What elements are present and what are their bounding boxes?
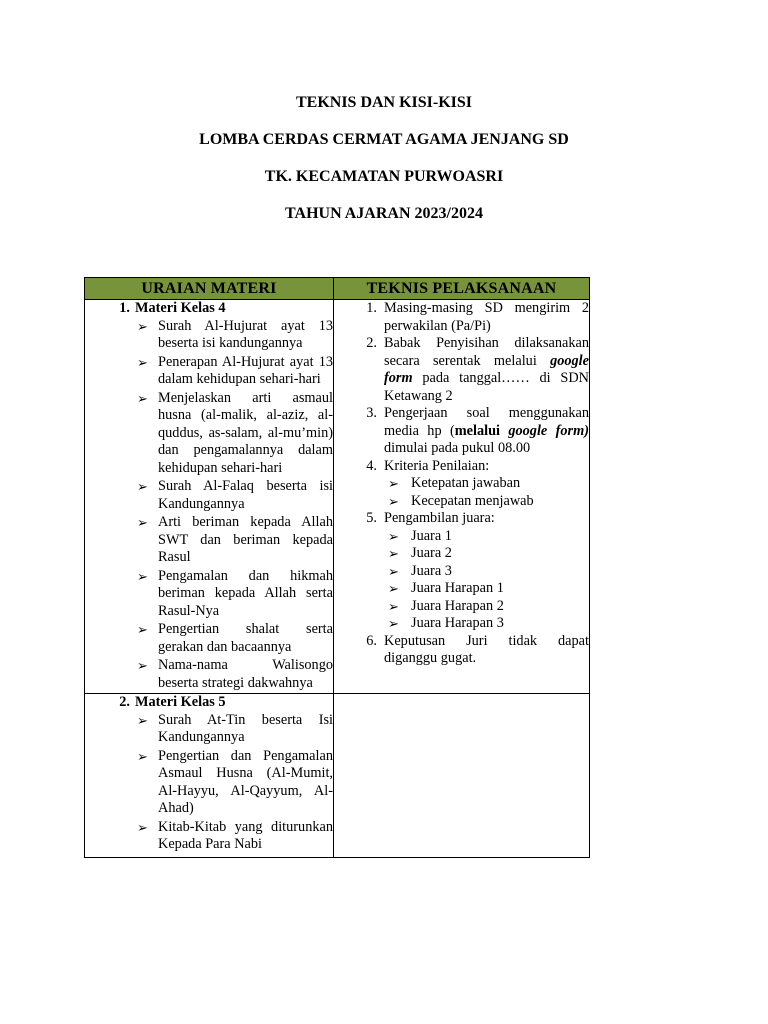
list-item: ➢ Pengertian dan Pengamalan Asmaul Husna (Al-Mumit, Al-Hayyu, Al-Qayyum, Al-Ahad) (137, 747, 333, 816)
materi-kelas4-cell (85, 300, 334, 694)
arrow-bullet-icon: ➢ (137, 318, 148, 334)
juara-list (384, 528, 589, 633)
title-line-4: TAHUN AJARAN 2023/2024 (285, 205, 483, 222)
kelas4-list (85, 318, 333, 693)
section-number: 1. (119, 300, 130, 316)
list-item: ➢ Juara Harapan 3 (388, 615, 504, 631)
list-item: ➢ Surah Al-Hujurat ayat 13 beserta isi kandungannya (137, 317, 333, 351)
teknis-list (334, 300, 589, 668)
arrow-bullet-icon: ➢ (388, 546, 399, 561)
header-uraian-materi: URAIAN MATERI (85, 278, 334, 300)
list-item: ➢ Juara 3 (388, 562, 452, 579)
list-item: ➢ Surah At-Tin beserta Isi Kandungannya (137, 711, 333, 745)
list-item: ➢ Juara 1 (388, 527, 452, 544)
arrow-bullet-icon: ➢ (388, 581, 399, 596)
list-item: ➢ Menjelaskan arti asmaul husna (al-malik, al-aziz, al-quddus, as-salam, al-mu’min) dan pengamalannya dalam kehidupan sehari-hari (137, 389, 333, 476)
document-header (0, 92, 768, 240)
list-item: ➢ Juara Harapan 1 (388, 580, 504, 596)
table-row (85, 694, 590, 858)
list-item: ➢ Arti beriman kepada Allah SWT dan beriman kepada Rasul (137, 514, 333, 565)
arrow-bullet-icon: ➢ (388, 616, 399, 631)
arrow-bullet-icon: ➢ (388, 598, 399, 614)
arrow-bullet-icon: ➢ (137, 479, 148, 494)
arrow-bullet-icon: ➢ (137, 354, 148, 370)
teknis-item-6: 6. Keputusan Juri tidak dapat diganggu gugat. (366, 632, 589, 666)
section-number: 2. (119, 694, 130, 710)
title-line-2: LOMBA CERDAS CERMAT AGAMA JENJANG SD (199, 131, 569, 148)
teknis-item-2: 2. Babak Penyisihan dilaksanakan secara serentak melalui google form pada tanggal…… di SDN Ketawang 2 (366, 335, 589, 404)
arrow-bullet-icon: ➢ (137, 712, 148, 728)
arrow-bullet-icon: ➢ (137, 515, 148, 530)
table-header-row (85, 278, 590, 300)
kelas5-list (85, 712, 333, 854)
arrow-bullet-icon: ➢ (137, 568, 148, 584)
arrow-bullet-icon: ➢ (137, 658, 148, 673)
teknis-cell (334, 300, 590, 694)
arrow-bullet-icon: ➢ (137, 622, 148, 637)
empty-cell (334, 694, 590, 858)
list-item: ➢ Ketepatan jawaban (388, 475, 521, 491)
list-item: ➢ Nama-nama Walisongo beserta strategi dakwahnya (137, 657, 333, 691)
list-item: ➢ Penerapan Al-Hujurat ayat 13 dalam kehidupan sehari-hari (137, 353, 333, 387)
arrow-bullet-icon: ➢ (137, 390, 148, 406)
arrow-bullet-icon: ➢ (388, 528, 399, 544)
arrow-bullet-icon: ➢ (137, 819, 148, 835)
section-title-text: Materi Kelas 4 (135, 300, 226, 316)
arrow-bullet-icon: ➢ (388, 563, 399, 579)
list-item: ➢ Pengamalan dan hikmah beriman kepada Allah serta Rasul-Nya (137, 567, 333, 619)
arrow-bullet-icon: ➢ (388, 493, 399, 509)
teknis-item-3: 3. Pengerjaan soal menggunakan media hp (melalui google form) dimulai pada pukul 08.00 (366, 405, 589, 456)
materi-kelas5-cell (85, 694, 334, 858)
table-row (85, 300, 590, 694)
header-teknis-pelaksanaan: TEKNIS PELAKSANAAN (334, 278, 590, 300)
section-title-text: Materi Kelas 5 (135, 694, 226, 710)
teknis-item-4: 4. Kriteria Penilaian: ➢ Ketepatan jawaban ➢ Kecepatan menjawab (334, 458, 589, 511)
teknis-item-5: 5. Pengambilan juara: ➢ Juara 1 ➢ Juara 2 ➢ Juara 3 ➢ Juara Harapan 1 ➢ Juara Harapan 2 ➢ Juara Harapan 3 (334, 510, 589, 633)
list-item: ➢ Kitab-Kitab yang diturunkan Kepada Para Nabi (137, 818, 333, 852)
list-item: ➢ Juara 2 (388, 545, 452, 561)
title-line-1: TEKNIS DAN KISI-KISI (295, 94, 473, 111)
title-line-3: TK. KECAMATAN PURWOASRI (264, 168, 504, 185)
arrow-bullet-icon: ➢ (388, 476, 399, 491)
list-item: ➢ Surah Al-Falaq beserta isi Kandungannya (137, 478, 333, 512)
list-item: ➢ Juara Harapan 2 (388, 597, 504, 614)
teknis-item-1: 1. Masing-masing SD mengirim 2 perwakilan (Pa/Pi) (366, 300, 589, 334)
kriteria-list (384, 475, 589, 510)
kisi-table (84, 277, 590, 858)
list-item: ➢ Pengertian shalat serta gerakan dan bacaannya (137, 621, 333, 655)
section-title-kelas5 (85, 694, 333, 712)
section-title-kelas4 (85, 300, 333, 318)
arrow-bullet-icon: ➢ (137, 748, 148, 764)
list-item: ➢ Kecepatan menjawab (388, 492, 534, 509)
